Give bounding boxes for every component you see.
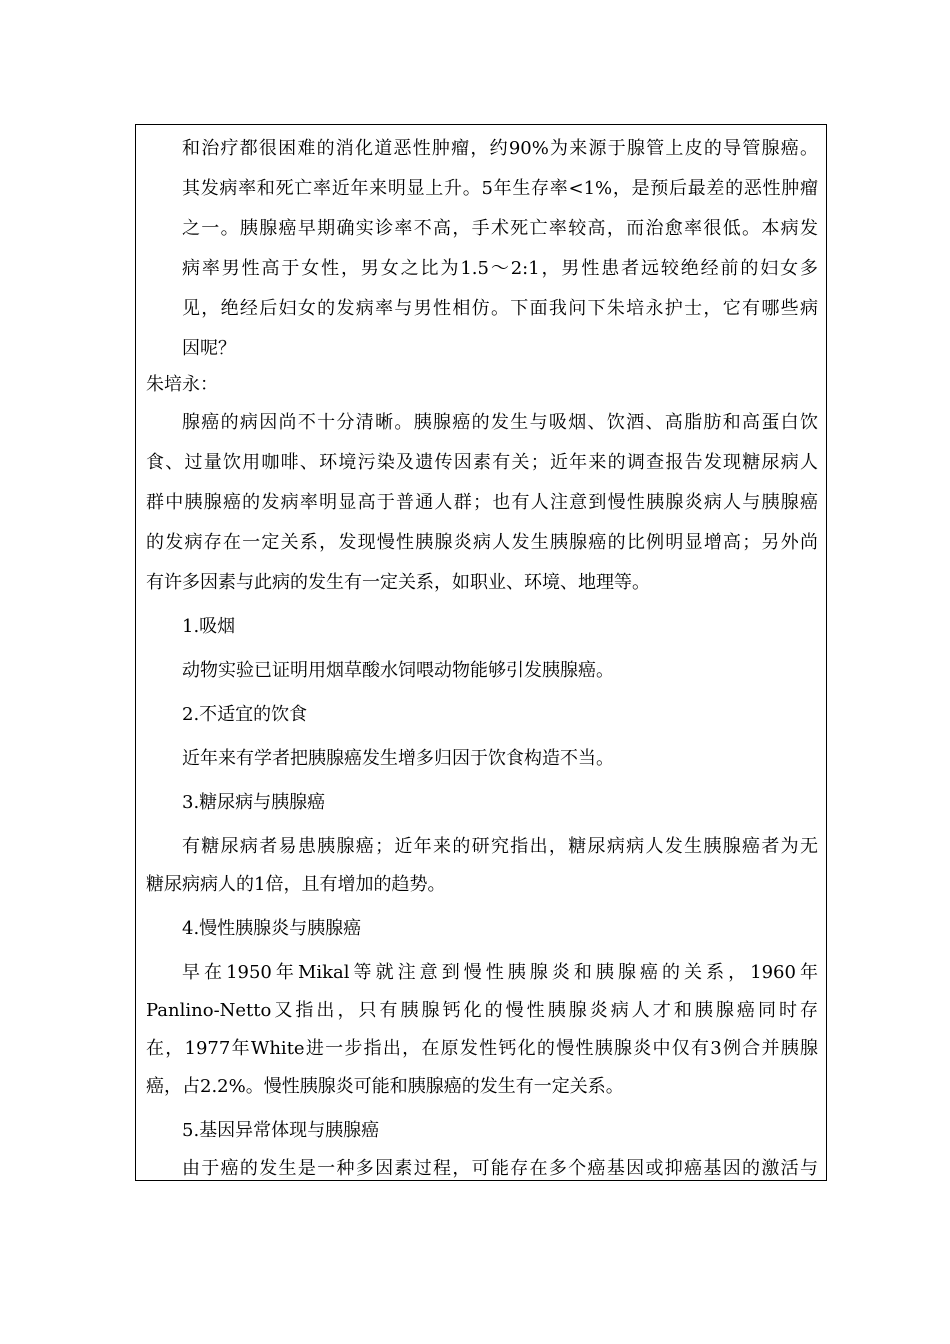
para1-line-1: 和治疗都很困难的消化道恶性肿瘤，约90%为来源于腺管上皮的导管腺癌。 [182, 138, 818, 159]
para-diet: 近年来有学者把胰腺癌发生增多归因于饮食构造不当。 [182, 748, 614, 769]
para2-line-4: 的发病存在一定关系，发现慢性胰腺炎病人发生胰腺癌的比例明显增高；另外尚 [146, 532, 818, 553]
heading-gene: 5.基因异常体现与胰腺癌 [182, 1120, 380, 1141]
heading-diabetes: 3.糖尿病与胰腺癌 [182, 792, 326, 813]
para1-line-5: 见，绝经后妇女的发病率与男性相仿。下面我问下朱培永护士，它有哪些病 [182, 298, 818, 319]
heading-diet: 2.不适宜的饮食 [182, 704, 308, 725]
heading-pancreatitis: 4.慢性胰腺炎与胰腺癌 [182, 918, 362, 939]
para-diabetes-line-1: 有糖尿病者易患胰腺癌；近年来的研究指出，糖尿病病人发生胰腺癌者为无 [182, 836, 818, 857]
heading-smoking: 1.吸烟 [182, 616, 236, 637]
para-pancreatitis-line-1: 早在1950年Mikal等就注意到慢性胰腺炎和胰腺癌的关系，1960年 [182, 962, 818, 983]
para-smoking: 动物实验已证明用烟草酸水饲喂动物能够引发胰腺癌。 [182, 660, 614, 681]
para-gene-line-1: 由于癌的发生是一种多因素过程，可能存在多个癌基因或抑癌基因的激活与 [182, 1158, 818, 1179]
para1-line-6: 因呢？ [182, 338, 236, 359]
para2-line-1: 腺癌的病因尚不十分清晰。胰腺癌的发生与吸烟、饮酒、高脂肪和高蛋白饮 [182, 412, 818, 433]
para2-line-2: 食、过量饮用咖啡、环境污染及遗传因素有关；近年来的调查报告发现糖尿病人 [146, 452, 818, 473]
para2-line-5: 有许多因素与此病的发生有一定关系，如职业、环境、地理等。 [146, 572, 650, 593]
para-pancreatitis-line-4: 癌，占2.2%。慢性胰腺炎可能和胰腺癌的发生有一定关系。 [146, 1076, 624, 1097]
para1-line-3: 之一。胰腺癌早期确实诊率不高，手术死亡率较高，而治愈率很低。本病发 [182, 218, 818, 239]
document-frame [135, 124, 827, 1181]
para-pancreatitis-line-2: Panlino-Netto又指出，只有胰腺钙化的慢性胰腺炎病人才和胰腺癌同时存 [146, 1000, 818, 1021]
speaker-label: 朱培永： [146, 374, 218, 395]
para-pancreatitis-line-3: 在，1977年White进一步指出，在原发性钙化的慢性胰腺炎中仅有3例合并胰腺 [146, 1038, 818, 1059]
para1-line-4: 病率男性高于女性，男女之比为1.5～2:1，男性患者远较绝经前的妇女多 [182, 258, 818, 279]
para1-line-2: 其发病率和死亡率近年来明显上升。5年生存率<1%，是预后最差的恶性肿瘤 [182, 178, 818, 199]
para2-line-3: 群中胰腺癌的发病率明显高于普通人群；也有人注意到慢性胰腺炎病人与胰腺癌 [146, 492, 818, 513]
para-diabetes-line-2: 糖尿病病人的1倍，且有增加的趋势。 [146, 874, 446, 895]
